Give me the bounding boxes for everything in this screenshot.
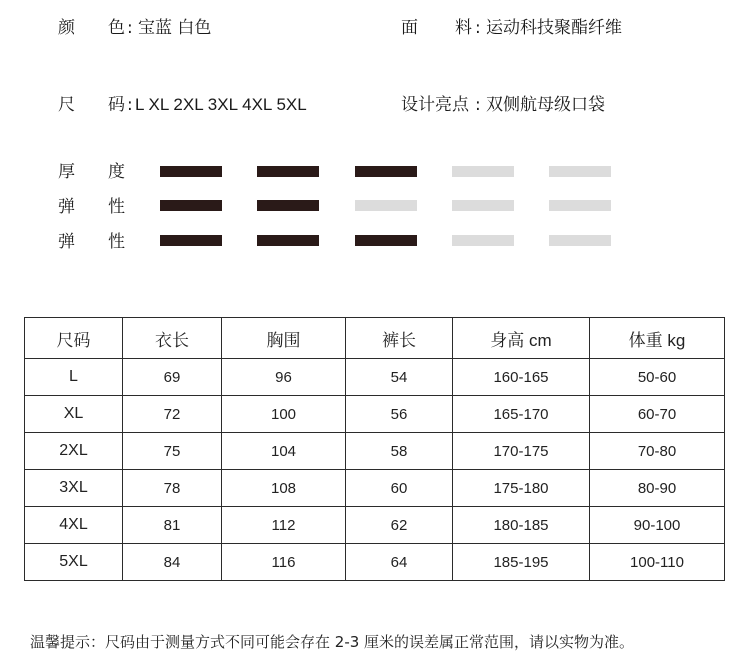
header-weight: 体重 kg (590, 318, 725, 359)
table-row (25, 359, 725, 396)
size-value: L XL 2XL 3XL 4XL 5XL (135, 95, 307, 114)
rating-bar-empty (452, 200, 514, 211)
fabric-label-char-1: 面 (401, 18, 418, 38)
table-cell: 60 (346, 470, 453, 507)
size-colon: : (127, 95, 133, 115)
table-row (25, 470, 725, 507)
rating-bar-filled (160, 200, 222, 211)
table-cell: 75 (123, 433, 222, 470)
table-cell: 54 (346, 359, 453, 396)
table-cell: 170-175 (453, 433, 590, 470)
size-note: 温馨提示：尺码由于测量方式不同可能会存在 2-3 厘米的误差属正常范围，请以实物为准。 (30, 633, 635, 651)
table-cell: 3XL (25, 470, 123, 507)
rating-label-char-2: 度 (108, 162, 125, 182)
rating-bar-filled (160, 166, 222, 177)
rating-label-char-1: 厚 (58, 162, 75, 182)
rating-bar-empty (549, 166, 611, 177)
design-colon: : (475, 95, 481, 115)
table-row (25, 396, 725, 433)
rating-bar-filled (257, 200, 319, 211)
table-row (25, 544, 725, 581)
header-height: 身高 cm (453, 318, 590, 359)
table-cell: 108 (222, 470, 346, 507)
rating-bar-filled (257, 235, 319, 246)
rating-label-char-2: 性 (108, 232, 125, 252)
rating-bar-empty (452, 235, 514, 246)
table-cell: 78 (123, 470, 222, 507)
design-value: 双侧航母级口袋 (486, 95, 605, 115)
table-cell: 185-195 (453, 544, 590, 581)
table-cell: 2XL (25, 433, 123, 470)
table-cell: 62 (346, 507, 453, 544)
size-chart-table (24, 317, 725, 581)
rating-bar-filled (355, 235, 417, 246)
color-label-char-2: 色 (108, 18, 125, 38)
table-cell: XL (25, 396, 123, 433)
size-label-char-2: 码 (108, 95, 125, 115)
fabric-value: 运动科技聚酯纤维 (486, 18, 622, 38)
rating-bar-filled (257, 166, 319, 177)
color-value: 宝蓝 白色 (138, 18, 212, 38)
table-row (25, 507, 725, 544)
rating-label-char-1: 弹 (58, 232, 75, 252)
color-colon: : (127, 18, 133, 38)
header-pants-length: 裤长 (346, 318, 453, 359)
table-cell: 100-110 (590, 544, 725, 581)
table-row (25, 433, 725, 470)
table-cell: 69 (123, 359, 222, 396)
table-cell: 70-80 (590, 433, 725, 470)
table-cell: 116 (222, 544, 346, 581)
table-cell: 58 (346, 433, 453, 470)
rating-bar-empty (452, 166, 514, 177)
color-label-char-1: 颜 (58, 18, 75, 38)
table-cell: 165-170 (453, 396, 590, 433)
rating-label-char-1: 弹 (58, 197, 75, 217)
table-cell: 64 (346, 544, 453, 581)
rating-label-char-2: 性 (108, 197, 125, 217)
fabric-label-char-2: 料 (455, 18, 472, 38)
table-cell: 72 (123, 396, 222, 433)
table-cell: 56 (346, 396, 453, 433)
header-top-length: 衣长 (123, 318, 222, 359)
rating-bar-empty (355, 200, 417, 211)
table-cell: 50-60 (590, 359, 725, 396)
table-cell: 80-90 (590, 470, 725, 507)
fabric-colon: : (475, 18, 481, 38)
table-cell: 112 (222, 507, 346, 544)
table-cell: 60-70 (590, 396, 725, 433)
size-label-char-1: 尺 (58, 95, 75, 115)
rating-bar-empty (549, 200, 611, 211)
rating-bar-filled (160, 235, 222, 246)
table-cell: 81 (123, 507, 222, 544)
table-cell: 4XL (25, 507, 123, 544)
table-header-row (25, 318, 725, 359)
header-size: 尺码 (25, 318, 123, 359)
rating-bar-filled (355, 166, 417, 177)
rating-bar-empty (549, 235, 611, 246)
table-cell: 100 (222, 396, 346, 433)
table-cell: 160-165 (453, 359, 590, 396)
table-cell: 84 (123, 544, 222, 581)
table-cell: 90-100 (590, 507, 725, 544)
table-cell: 5XL (25, 544, 123, 581)
table-cell: L (25, 359, 123, 396)
design-label: 设计亮点 (401, 95, 469, 115)
table-cell: 104 (222, 433, 346, 470)
table-cell: 180-185 (453, 507, 590, 544)
header-chest: 胸围 (222, 318, 346, 359)
table-cell: 175-180 (453, 470, 590, 507)
table-cell: 96 (222, 359, 346, 396)
